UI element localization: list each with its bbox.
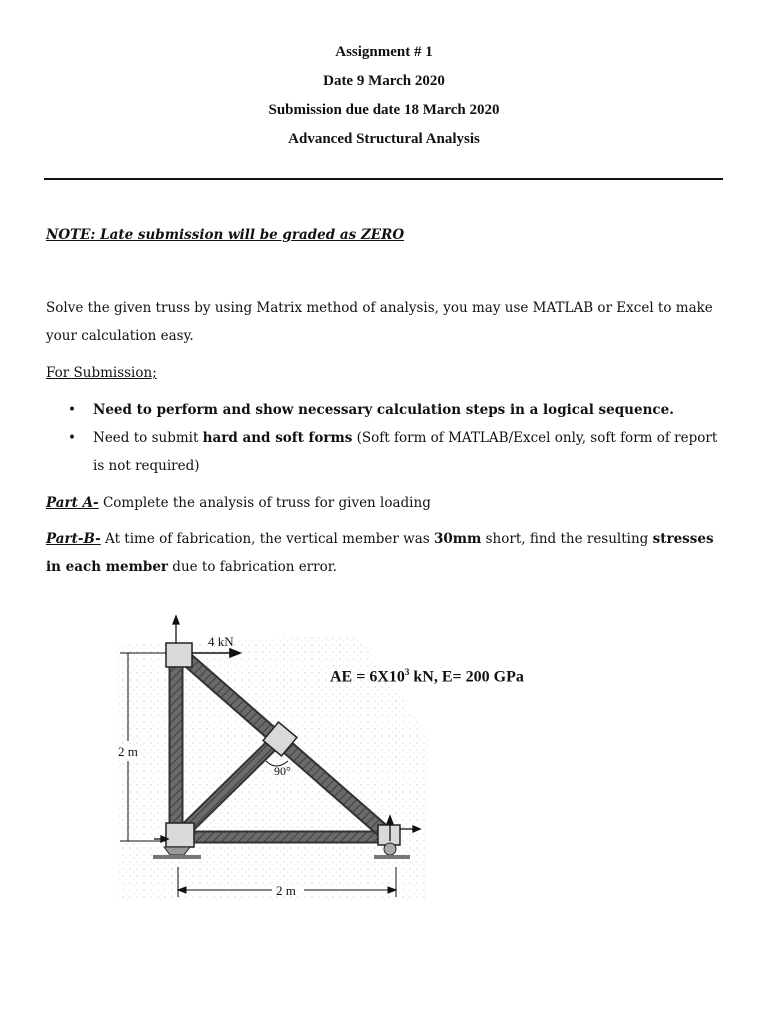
document-header <box>0 40 768 156</box>
list-item <box>46 424 721 480</box>
intro-paragraph: Solve the given truss by using Matrix method of analysis, you may use MATLAB or Excel to make your calculation easy. <box>46 300 713 344</box>
part-b-text: due to fabrication error. <box>168 559 337 575</box>
part-b-emphasis: 30mm <box>433 531 482 547</box>
part-b-text: At time of fabrication, the vertical member was <box>100 531 434 547</box>
part-b-emphasis: stresses in each member <box>46 531 714 575</box>
load-label: 4 kN <box>208 634 234 649</box>
assignment-title: Assignment # 1 <box>335 44 433 60</box>
for-submission-heading: For Submission; <box>46 365 157 381</box>
part-b-label: Part-B- <box>46 531 101 547</box>
submission-requirements <box>46 396 721 480</box>
requirement-text: (Soft form of MATLAB/Excel only, soft form of report is not required) <box>93 430 718 474</box>
bullet-icon: • <box>68 402 76 418</box>
bullet-icon: • <box>68 430 76 446</box>
part-a-label: Part A- <box>46 495 99 511</box>
requirement-text: Need to submit <box>93 430 203 446</box>
requirement-emphasis: hard and soft forms <box>202 430 353 446</box>
ae-text-rest: kN, E= 200 GPa <box>409 668 524 686</box>
ae-exponent: 3 <box>404 667 410 677</box>
part-a-text: Complete the analysis of truss for given loading <box>98 495 431 511</box>
due-date: Submission due date 18 March 2020 <box>268 102 500 118</box>
width-label: 2 m <box>276 883 296 898</box>
angle-label: 90° <box>274 764 291 778</box>
requirement-text: Need to perform and show necessary calculation steps in a logical sequence. <box>93 402 674 418</box>
truss-diagram <box>108 615 438 905</box>
course-title: Advanced Structural Analysis <box>288 131 480 147</box>
late-submission-note: NOTE: Late submission will be graded as ZERO <box>46 227 405 243</box>
ae-text: AE = 6X10 <box>330 668 405 686</box>
part-b-text: short, find the resulting <box>481 531 653 547</box>
part-a <box>46 489 726 517</box>
list-item <box>46 396 721 424</box>
assignment-date: Date 9 March 2020 <box>323 73 445 89</box>
header-divider <box>44 178 723 180</box>
material-properties <box>330 667 524 686</box>
height-label: 2 m <box>118 744 138 759</box>
part-b <box>46 525 726 581</box>
